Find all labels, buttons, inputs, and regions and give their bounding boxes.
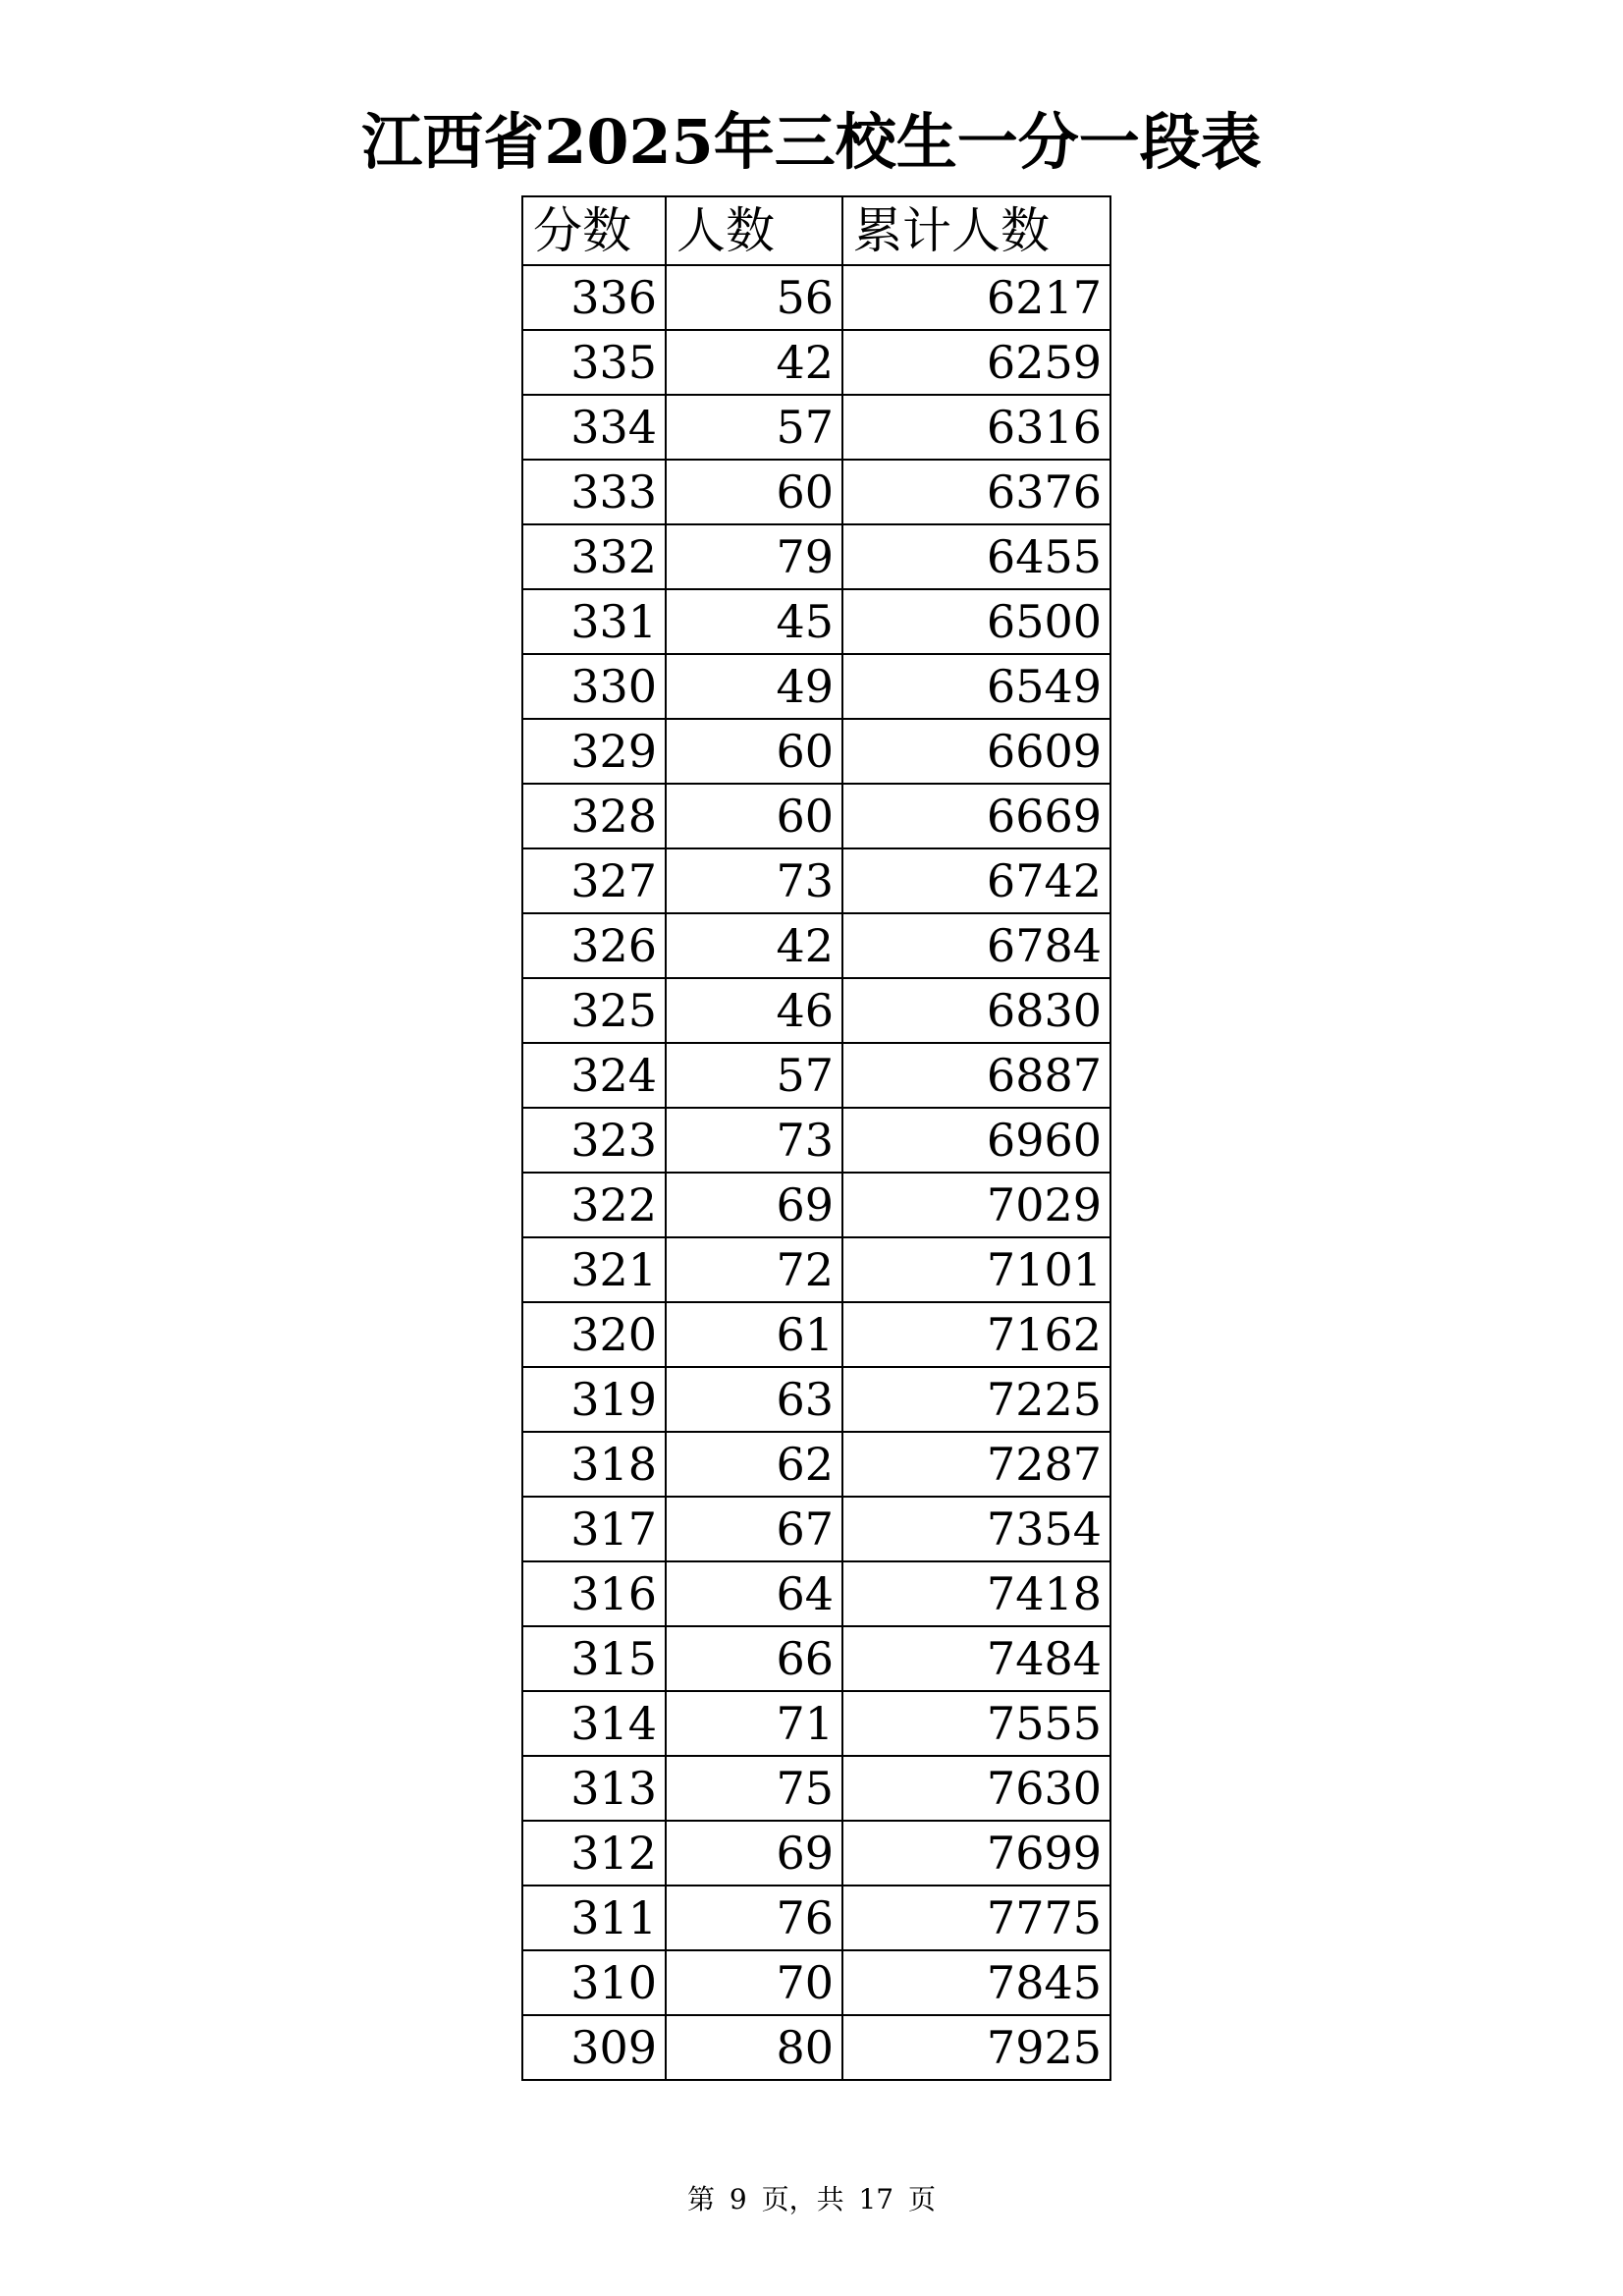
cell-cumulative-count: 7699 [842,1821,1110,1886]
cell-cumulative-count: 7484 [842,1626,1110,1691]
cell-cumulative-count: 6455 [842,524,1110,589]
table-header-row [522,196,1110,265]
header-score: 分数 [522,196,666,265]
table-row [522,1497,1110,1561]
cell-cumulative-count: 7029 [842,1173,1110,1237]
cell-cumulative-count: 7845 [842,1950,1110,2015]
cell-score: 332 [522,524,666,589]
cell-score: 336 [522,265,666,330]
table-row [522,1302,1110,1367]
cell-count: 42 [666,913,842,978]
cell-count: 56 [666,265,842,330]
cell-cumulative-count: 6784 [842,913,1110,978]
cell-score: 326 [522,913,666,978]
cell-count: 49 [666,654,842,719]
cell-score: 321 [522,1237,666,1302]
page-footer: 第 9 页，共 17 页 [686,2183,937,2215]
cell-score: 314 [522,1691,666,1756]
cell-count: 71 [666,1691,842,1756]
cell-cumulative-count: 6609 [842,719,1110,784]
cell-score: 333 [522,460,666,524]
cell-score: 316 [522,1561,666,1626]
cell-count: 60 [666,784,842,848]
cell-count: 67 [666,1497,842,1561]
cell-count: 80 [666,2015,842,2080]
table-row [522,913,1110,978]
cell-count: 66 [666,1626,842,1691]
cell-count: 46 [666,978,842,1043]
cell-count: 73 [666,1108,842,1173]
cell-score: 331 [522,589,666,654]
cell-cumulative-count: 7775 [842,1886,1110,1950]
header-count: 人数 [666,196,842,265]
cell-cumulative-count: 6960 [842,1108,1110,1173]
cell-count: 75 [666,1756,842,1821]
cell-cumulative-count: 7555 [842,1691,1110,1756]
cell-score: 312 [522,1821,666,1886]
cell-count: 64 [666,1561,842,1626]
cell-cumulative-count: 7418 [842,1561,1110,1626]
cell-count: 63 [666,1367,842,1432]
table-row [522,1821,1110,1886]
table-row [522,1691,1110,1756]
cell-cumulative-count: 7101 [842,1237,1110,1302]
table-row [522,265,1110,330]
table-row [522,524,1110,589]
cell-count: 76 [666,1886,842,1950]
page-title: 江西省2025年三校生一分一段表 [361,106,1262,178]
cell-count: 62 [666,1432,842,1497]
table-row [522,1561,1110,1626]
table-row [522,330,1110,395]
cell-score: 313 [522,1756,666,1821]
score-distribution-table [521,195,1111,2081]
cell-count: 79 [666,524,842,589]
table-row [522,460,1110,524]
cell-count: 57 [666,1043,842,1108]
cell-cumulative-count: 6259 [842,330,1110,395]
cell-cumulative-count: 6500 [842,589,1110,654]
cell-count: 61 [666,1302,842,1367]
cell-cumulative-count: 6742 [842,848,1110,913]
table-row [522,1950,1110,2015]
cell-score: 322 [522,1173,666,1237]
cell-cumulative-count: 7925 [842,2015,1110,2080]
cell-score: 330 [522,654,666,719]
cell-count: 70 [666,1950,842,2015]
cell-count: 72 [666,1237,842,1302]
cell-score: 323 [522,1108,666,1173]
table-row [522,1432,1110,1497]
cell-cumulative-count: 7354 [842,1497,1110,1561]
score-table-container [521,195,1111,2081]
cell-score: 324 [522,1043,666,1108]
cell-cumulative-count: 7225 [842,1367,1110,1432]
header-cumulative-count: 累计人数 [842,196,1110,265]
cell-cumulative-count: 6669 [842,784,1110,848]
cell-score: 329 [522,719,666,784]
cell-cumulative-count: 7162 [842,1302,1110,1367]
cell-score: 334 [522,395,666,460]
table-row [522,395,1110,460]
cell-count: 60 [666,460,842,524]
table-row [522,1367,1110,1432]
cell-score: 335 [522,330,666,395]
cell-count: 73 [666,848,842,913]
cell-cumulative-count: 6316 [842,395,1110,460]
cell-score: 311 [522,1886,666,1950]
table-row [522,848,1110,913]
table-row [522,1756,1110,1821]
cell-cumulative-count: 6887 [842,1043,1110,1108]
cell-cumulative-count: 6376 [842,460,1110,524]
cell-score: 319 [522,1367,666,1432]
cell-cumulative-count: 6217 [842,265,1110,330]
cell-count: 69 [666,1173,842,1237]
cell-score: 309 [522,2015,666,2080]
cell-count: 42 [666,330,842,395]
table-row [522,1108,1110,1173]
cell-score: 318 [522,1432,666,1497]
cell-score: 315 [522,1626,666,1691]
table-row [522,1626,1110,1691]
table-row [522,2015,1110,2080]
cell-count: 60 [666,719,842,784]
cell-score: 325 [522,978,666,1043]
cell-score: 317 [522,1497,666,1561]
cell-count: 69 [666,1821,842,1886]
cell-cumulative-count: 7630 [842,1756,1110,1821]
table-row [522,1173,1110,1237]
table-row [522,1886,1110,1950]
cell-score: 327 [522,848,666,913]
table-body [522,265,1110,2080]
cell-score: 328 [522,784,666,848]
cell-cumulative-count: 6830 [842,978,1110,1043]
cell-count: 45 [666,589,842,654]
table-row [522,784,1110,848]
cell-cumulative-count: 7287 [842,1432,1110,1497]
cell-score: 310 [522,1950,666,2015]
cell-count: 57 [666,395,842,460]
table-row [522,1043,1110,1108]
cell-cumulative-count: 6549 [842,654,1110,719]
table-row [522,978,1110,1043]
table-row [522,719,1110,784]
table-row [522,589,1110,654]
cell-score: 320 [522,1302,666,1367]
table-row [522,654,1110,719]
table-row [522,1237,1110,1302]
